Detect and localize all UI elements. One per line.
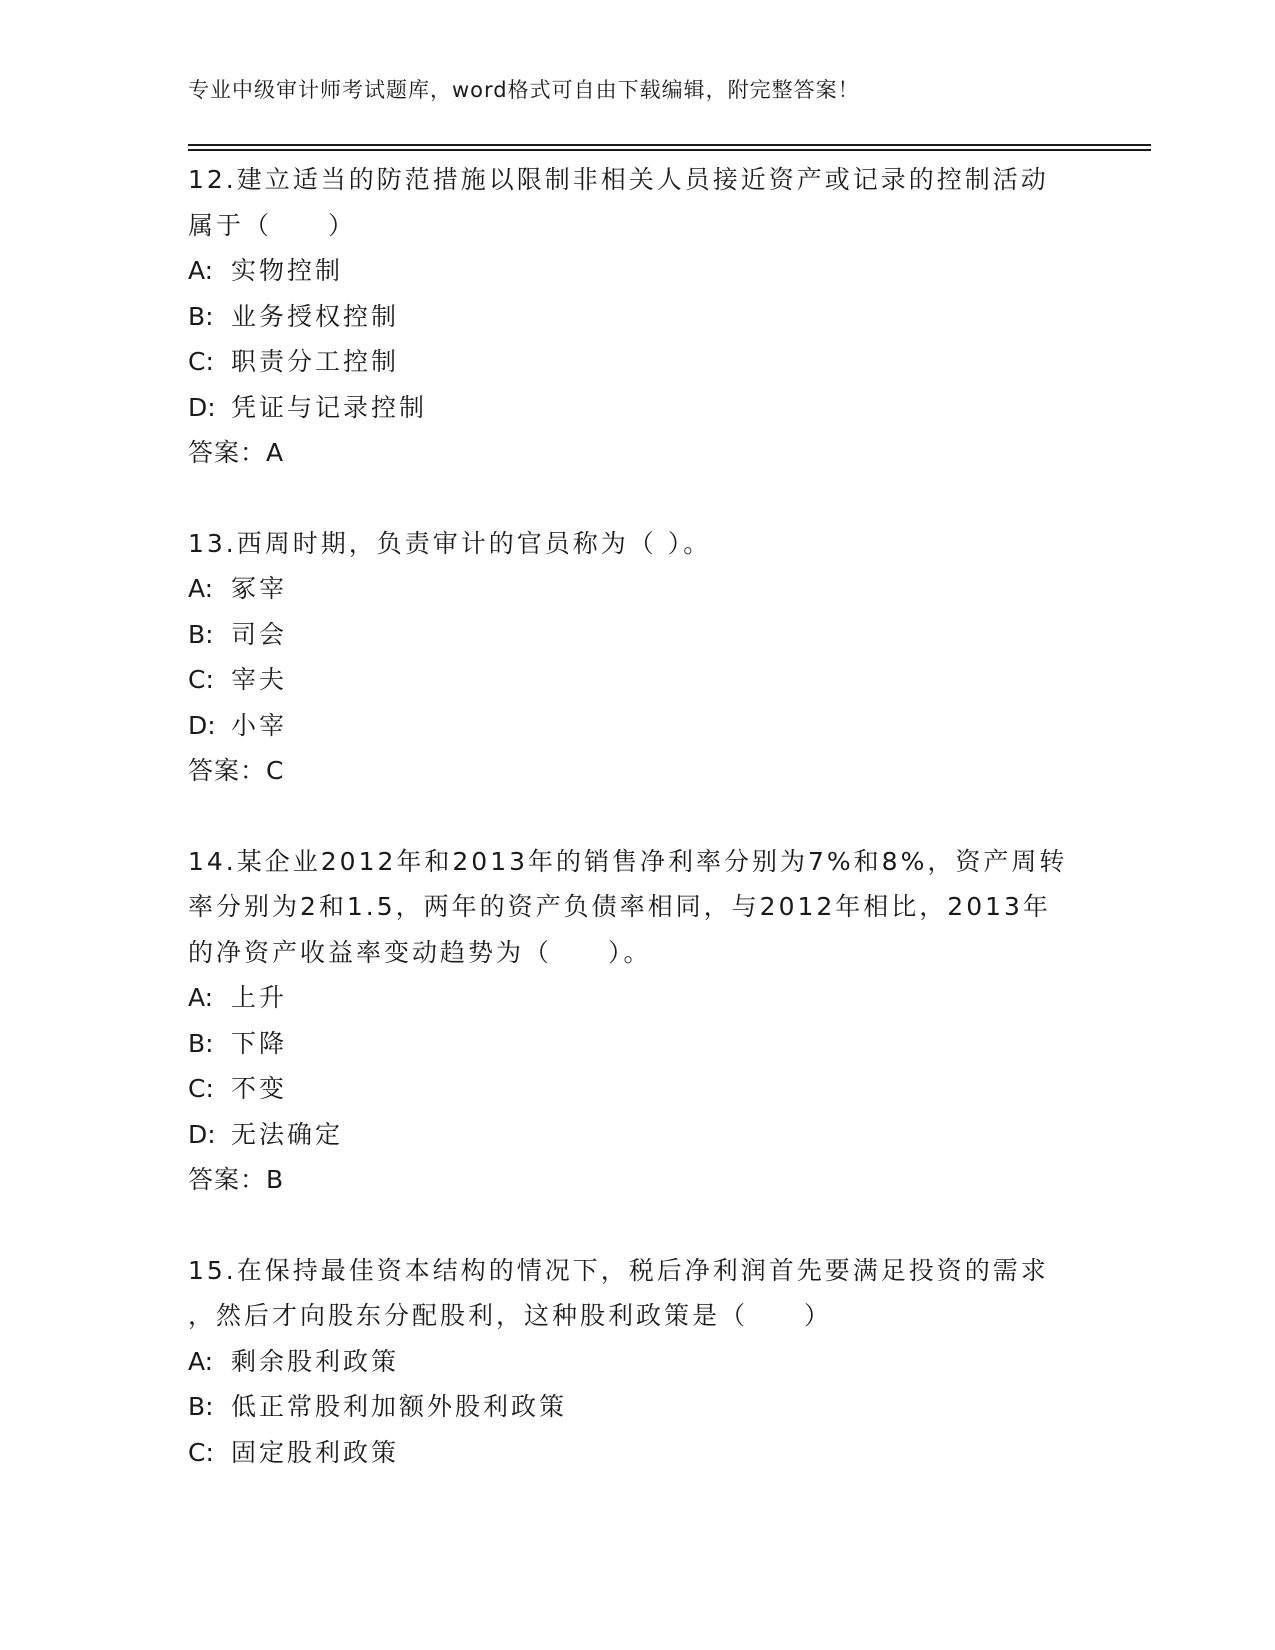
option-text: 司会 — [231, 619, 288, 649]
answer-line: 答案：B — [188, 1165, 285, 1194]
option-letter: C: — [188, 347, 214, 376]
question-stem-line: 15.在保持最佳资本结构的情况下，税后净利润首先要满足投资的需求 — [188, 1255, 1049, 1285]
question-15 — [188, 1248, 1088, 1476]
question-stem-line: 12.建立适当的防范措施以限制非相关人员接近资产或记录的控制活动 — [188, 165, 1049, 194]
question-stem-line: 的净资产收益率变动趋势为（ ）。 — [188, 937, 652, 967]
option-text: 实物控制 — [231, 256, 344, 285]
header-rule-top — [188, 144, 1151, 146]
option-letter: B: — [188, 301, 214, 331]
answer-line: 答案：A — [188, 438, 285, 467]
answer-line: 答案：C — [188, 756, 285, 785]
question-14 — [188, 839, 1088, 1203]
option-letter: A: — [188, 983, 214, 1012]
option-a — [188, 1339, 1088, 1385]
option-c — [188, 657, 1088, 703]
option-text: 小宰 — [231, 710, 288, 740]
option-d — [188, 1112, 1088, 1158]
option-text: 上升 — [231, 983, 288, 1012]
option-b — [188, 1384, 1088, 1430]
option-letter: D: — [188, 710, 216, 740]
option-d — [188, 385, 1088, 431]
option-text: 固定股利政策 — [231, 1437, 400, 1467]
option-text: 职责分工控制 — [231, 347, 400, 376]
option-b — [188, 1021, 1088, 1067]
question-stem-line: 率分别为2和1.5，两年的资产负债率相同，与2012年相比，2013年 — [188, 892, 1051, 921]
question-12 — [188, 157, 1088, 476]
option-letter: A: — [188, 256, 214, 285]
option-text: 无法确定 — [231, 1119, 344, 1149]
option-text: 剩余股利政策 — [231, 1346, 400, 1376]
option-text: 凭证与记录控制 — [231, 392, 428, 422]
question-stem-line: ，然后才向股东分配股利，这种股利政策是（ ） — [188, 1301, 833, 1330]
question-stem-line: 14.某企业2012年和2013年的销售净利率分别为7%和8%，资产周转 — [188, 846, 1068, 876]
option-c — [188, 1066, 1088, 1112]
option-text: 冢宰 — [231, 574, 288, 603]
question-stem-line: 13.西周时期，负责审计的官员称为（ ）。 — [188, 528, 712, 558]
header-rule-bottom — [188, 149, 1151, 151]
option-text: 宰夫 — [231, 665, 288, 694]
question-stem-line: 属于（ ） — [188, 210, 357, 240]
option-a — [188, 566, 1088, 612]
option-letter: A: — [188, 1346, 214, 1376]
option-letter: A: — [188, 574, 214, 603]
option-letter: D: — [188, 392, 216, 422]
option-letter: B: — [188, 619, 214, 649]
option-letter: B: — [188, 1028, 214, 1058]
question-13 — [188, 521, 1088, 794]
option-text: 不变 — [231, 1074, 288, 1103]
option-text: 下降 — [231, 1028, 288, 1058]
option-letter: B: — [188, 1392, 214, 1421]
option-a — [188, 248, 1088, 294]
option-a — [188, 975, 1088, 1021]
option-letter: C: — [188, 1437, 214, 1467]
option-c — [188, 1430, 1088, 1476]
option-letter: C: — [188, 1074, 214, 1103]
header-note: 专业中级审计师考试题库，word格式可自由下载编辑，附完整答案！ — [188, 78, 860, 102]
option-text: 低正常股利加额外股利政策 — [231, 1392, 568, 1421]
option-text: 业务授权控制 — [231, 301, 400, 331]
option-b — [188, 612, 1088, 658]
option-letter: D: — [188, 1119, 216, 1149]
option-letter: C: — [188, 665, 214, 694]
option-c — [188, 339, 1088, 385]
question-list — [188, 157, 1088, 1520]
option-d — [188, 703, 1088, 749]
option-b — [188, 294, 1088, 340]
